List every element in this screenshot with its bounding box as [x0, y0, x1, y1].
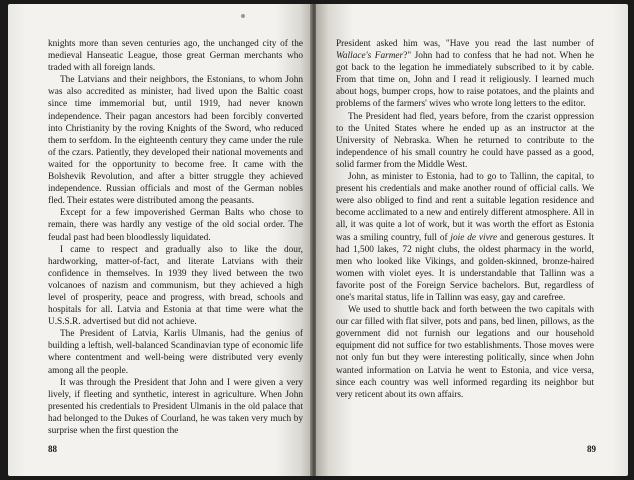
paragraph: knights more than seven centuries ago, the unchanged city of the medieval Hanseatic League, those great German merchants who traded with all foreign lands. [48, 39, 303, 74]
text-run: President asked him was, "Have you read the last number of [336, 39, 594, 49]
left-page [8, 4, 312, 476]
right-page-text [336, 38, 594, 401]
paragraph [336, 171, 594, 304]
left-page-text [48, 38, 303, 437]
paragraph: The President had fled, years before, from the czarist oppression to the United States where he ended up as an instructor at the University of Nebraska. When he returned to contribute to the independence of his small country he could have passed as a good, solid farmer from the Middle West. [336, 111, 594, 170]
right-page [316, 4, 628, 476]
page-number-right: 89 [587, 444, 596, 454]
paragraph [336, 38, 594, 111]
text-run: John, as minister to Estonia, had to go to Tallinn, the capital, to present his credentials and make another round of official calls. We were also obliged to find and rent a suitable legation residence and become acclimated to a new and entirely different atmosphere. All in all, it was quite a lot of work, but it was worth the effort as Estonia was a smiling country, full of [336, 172, 594, 243]
page-mark [241, 14, 245, 18]
text-run: and generous gestures. It had 1,500 lakes, 72 night clubs, the oldest pharmacy in the world, men who looked like Vikings, and golden-skinned, bronze-haired women with violet eyes. It is understandable that Tallinn was a favorite post of the Foreign Service bachelors. But, regardless of one's marital status, life in Tallinn was easy, gay and carefree. [336, 232, 595, 303]
page-number-left: 88 [48, 444, 57, 454]
paragraph: We used to shuttle back and forth between the two capitals with our car filled with flat silver, pots and pans, bed linen, pillows, as the government did not furnish our legations and our household equipment did not suffice for two establishments. Those moves were not only fun but they were interesting politically, since when John wanted information on Latvia he went to Estonia, and vice versa, since each country was well informed regarding its neighbor but very reticent about its own affairs. [336, 305, 594, 400]
italic-title: Wallace's Farmer [336, 51, 404, 62]
paragraph: The Latvians and their neighbors, the Estonians, to whom John was also accredited as minister, had lived upon the Baltic coast since time immemorial but, until 1919, had never known independence. Their pagan ancestors had been forcibly converted into Christianity by the roving Knights of the Sword, who reduced them to serfdom. In the eighteenth century they came under the rule of the czars. Patiently, they developed their national movements and waited for the opportunity to become free. It came with the Bolshevik Revolution, and after a bitter struggle they achieved independence. Russian officials and most of the German nobles fled. Their estates were distributed among the peasants. [48, 75, 303, 207]
paragraph: Except for a few impoverished German Balts who chose to remain, there was hardly any vestige of the old social order. The feudal past had been bloodlessly liquidated. [48, 208, 303, 243]
paragraph: It was through the President that John and I were given a very lively, if fleeting and synthetic, interest in agriculture. When John presented his credentials to President Ulmanis in the old palace that had belonged to the Dukes of Courland, he was taken very much by surprise when the first question the [48, 377, 303, 436]
text-run: ?" John had to confess that he had not. When he got back to the legation he immediately subscribed to it by cable. From that time on, John and I read it religiously. I learned much about hogs, bumper crops, how to raise potatoes, and the plaints and problems of the farmers' wives who wrote long letters to the editor. [336, 51, 594, 110]
paragraph: I came to respect and gradually also to like the dour, hardworking, matter-of-fact, and literate Latvians with their confidence in themselves. In 1939 they lived between the two volcanoes of nazism and communism, but they achieved a high level of prosperity, peace and progress, with bread, schools and hospitals for all. Latvia and Estonia at that time were what the U.S.S.R. advertised but did not achieve. [48, 244, 303, 328]
paragraph: The President of Latvia, Karlis Ulmanis, had the genius of building a leftish, well-balanced Scandinavian type of economic life where contentment and well-being were distributed very evenly among all the people. [48, 329, 303, 376]
italic-phrase: joie de vivre [450, 232, 498, 243]
